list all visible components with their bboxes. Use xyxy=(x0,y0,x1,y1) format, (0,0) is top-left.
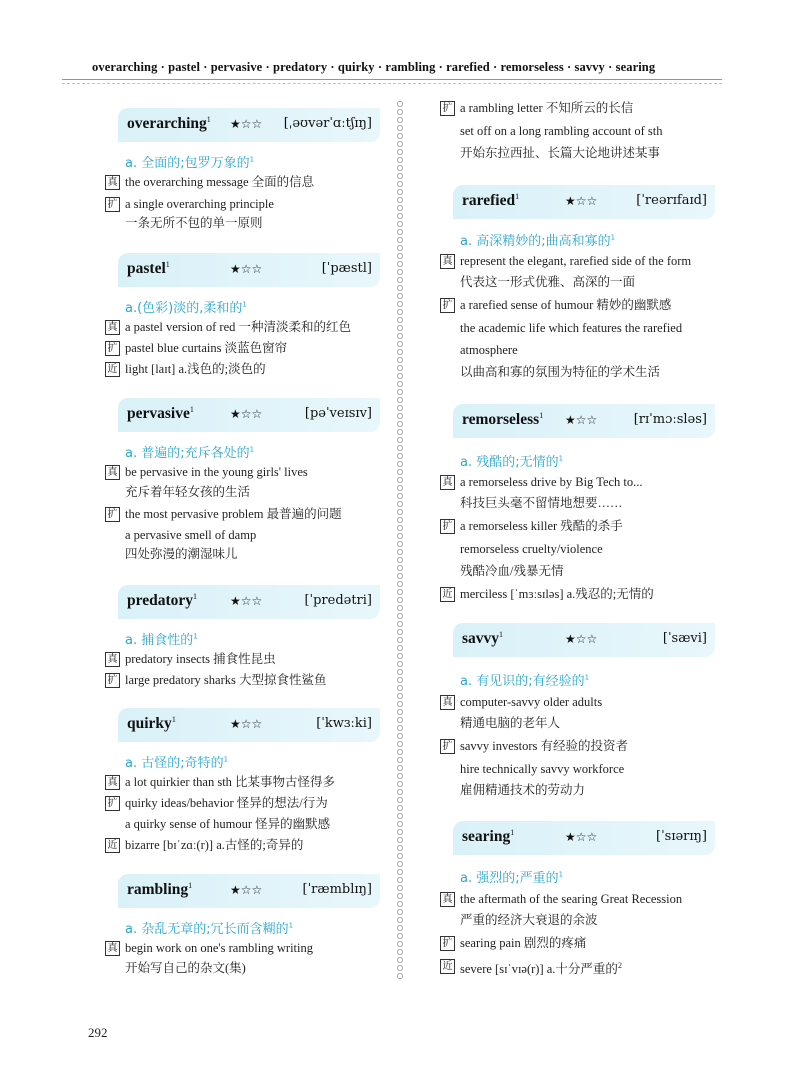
badge-kuo: 扩 xyxy=(440,101,455,116)
example: begin work on one's rambling writing xyxy=(125,941,313,955)
frequency-stars: ★☆☆ xyxy=(230,262,263,276)
badge-kuo: 扩 xyxy=(440,298,455,313)
badge-jin: 近 xyxy=(440,587,455,602)
column-divider xyxy=(394,100,406,980)
entry-header-searing xyxy=(453,821,715,855)
example: a remorseless killer 残酷的杀手 xyxy=(460,519,623,533)
badge-kuo: 扩 xyxy=(105,507,120,522)
headword: searing$^1$ xyxy=(462,828,515,846)
entry-header-remorseless xyxy=(453,404,715,438)
frequency-stars: ★☆☆ xyxy=(565,194,598,208)
example: a single overarching principle xyxy=(125,197,274,211)
definition: a. 普遍的;充斥各处的$^1$ xyxy=(125,445,255,461)
example-translation: 精通电脑的老年人 xyxy=(460,716,561,730)
pronunciation: [rɪˈmɔːsləs] xyxy=(633,412,707,427)
example-translation: 严重的经济大衰退的余波 xyxy=(460,913,598,927)
synonym: severe [sɪˈvɪə(r)] a.十分严重的$^2$ xyxy=(460,961,622,977)
example: a pastel version of red 一种清淡柔和的红色 xyxy=(125,320,352,334)
badge-jin: 近 xyxy=(105,838,120,853)
header-rule-dashed xyxy=(62,83,722,84)
entry-header-rarefied xyxy=(453,185,715,219)
example: a remorseless drive by Big Tech to... xyxy=(460,475,643,489)
badge-zhen: 真 xyxy=(105,465,120,480)
example: atmosphere xyxy=(460,343,518,357)
badge-zhen: 真 xyxy=(440,475,455,490)
pronunciation: [pəˈveɪsɪv] xyxy=(304,406,372,421)
entry-header-savvy xyxy=(453,623,715,657)
badge-zhen: 真 xyxy=(105,652,120,667)
synonym: merciless [ˈmɜːsɪləs] a.残忍的;无情的 xyxy=(460,587,654,601)
frequency-stars: ★☆☆ xyxy=(565,632,598,646)
badge-kuo: 扩 xyxy=(440,519,455,534)
pronunciation: [ˈsævi] xyxy=(662,631,707,646)
definition: a. 强烈的;严重的$^1$ xyxy=(460,870,564,886)
example: pastel blue curtains 淡蓝色窗帘 xyxy=(125,341,288,355)
badge-kuo: 扩 xyxy=(105,341,120,356)
example: a pervasive smell of damp xyxy=(125,528,257,542)
badge-kuo: 扩 xyxy=(440,739,455,754)
example: computer-savvy older adults xyxy=(460,695,603,709)
definition: a. 古怪的;奇特的$^1$ xyxy=(125,755,229,771)
definition: a. 残酷的;无情的$^1$ xyxy=(460,454,564,470)
headword: predatory$^1$ xyxy=(127,592,198,610)
badge-kuo: 扩 xyxy=(105,197,120,212)
entry-header-predatory xyxy=(118,585,380,619)
pronunciation: [ˈræmblɪŋ] xyxy=(302,882,372,897)
definition: a. 捕食性的$^1$ xyxy=(125,632,198,648)
headword: savvy$^1$ xyxy=(462,630,504,648)
running-header: overarching · pastel · pervasive · predatory · quirky · rambling · rarefied · remorseless · savvy · searing xyxy=(92,60,656,74)
badge-zhen: 真 xyxy=(440,892,455,907)
example: be pervasive in the young girls' lives xyxy=(125,465,308,479)
entry-header-quirky xyxy=(118,708,380,742)
example: predatory insects 捕食性昆虫 xyxy=(125,652,276,666)
frequency-stars: ★☆☆ xyxy=(230,407,263,421)
example: savvy investors 有经验的投资者 xyxy=(460,739,629,753)
example-translation: 以曲高和寡的氛围为特征的学术生活 xyxy=(460,365,661,379)
badge-kuo: 扩 xyxy=(105,796,120,811)
badge-zhen: 真 xyxy=(105,320,120,335)
example: the academic life which features the rarefied xyxy=(460,321,683,335)
example: large predatory sharks 大型掠食性鲨鱼 xyxy=(125,673,327,687)
example: hire technically savvy workforce xyxy=(460,762,625,776)
headword: remorseless$^1$ xyxy=(462,411,544,429)
headword: pervasive$^1$ xyxy=(127,405,194,423)
badge-zhen: 真 xyxy=(105,941,120,956)
example: quirky ideas/behavior 怪异的想法/行为 xyxy=(125,796,328,810)
example-translation: 雇佣精通技术的劳动力 xyxy=(460,783,586,797)
example: a rarefied sense of humour 精妙的幽默感 xyxy=(460,298,672,312)
synonym: bizarre [bɪˈzɑː(r)] a.古怪的;奇异的 xyxy=(125,838,304,852)
pronunciation: [ˈkwɜːki] xyxy=(316,716,372,731)
example-translation: 开始写自己的杂文(集) xyxy=(125,961,246,975)
entry-header-overarching xyxy=(118,108,380,142)
pronunciation: [ˈpæstl] xyxy=(321,261,372,276)
example: set off on a long rambling account of sth xyxy=(460,124,663,138)
frequency-stars: ★☆☆ xyxy=(230,594,263,608)
definition: a. 有见识的;有经验的$^1$ xyxy=(460,673,590,689)
frequency-stars: ★☆☆ xyxy=(565,830,598,844)
example-translation: 四处弥漫的潮湿味儿 xyxy=(125,547,238,561)
definition: a. 全面的;包罗万象的$^1$ xyxy=(125,155,255,171)
synonym: light [laɪt] a.浅色的;淡色的 xyxy=(125,362,266,376)
frequency-stars: ★☆☆ xyxy=(230,117,263,131)
page-number: 292 xyxy=(88,1025,108,1040)
badge-kuo: 扩 xyxy=(440,936,455,951)
example-translation: 一条无所不包的单一原则 xyxy=(125,216,263,230)
badge-zhen: 真 xyxy=(440,254,455,269)
pronunciation: [ˈpredətri] xyxy=(304,593,372,608)
pronunciation: [ˌəʊvərˈɑːtʃɪŋ] xyxy=(283,116,372,131)
example: the overarching message 全面的信息 xyxy=(125,175,315,189)
example: a quirky sense of humour 怪异的幽默感 xyxy=(125,817,331,831)
example: the aftermath of the searing Great Recession xyxy=(460,892,683,906)
frequency-stars: ★☆☆ xyxy=(230,883,263,897)
example: searing pain 剧烈的疼痛 xyxy=(460,936,587,950)
example-translation: 代表这一形式优雅、高深的一面 xyxy=(460,275,636,289)
badge-jin: 近 xyxy=(105,362,120,377)
example: represent the elegant, rarefied side of the form xyxy=(460,254,692,268)
entry-header-rambling xyxy=(118,874,380,908)
definition: a. 高深精妙的;曲高和寡的$^1$ xyxy=(460,233,616,249)
badge-zhen: 真 xyxy=(105,175,120,190)
definition: a. 杂乱无章的;冗长而含糊的$^1$ xyxy=(125,921,294,937)
example-translation: 残酷冷血/残暴无情 xyxy=(460,564,564,578)
badge-jin: 近 xyxy=(440,959,455,974)
entry-header-pervasive xyxy=(118,398,380,432)
header-rule xyxy=(62,79,722,80)
example-translation: 开始东拉西扯、长篇大论地讲述某事 xyxy=(460,146,661,160)
example-translation: 科技巨头毫不留情地想要…… xyxy=(460,496,623,510)
frequency-stars: ★☆☆ xyxy=(230,717,263,731)
example: remorseless cruelty/violence xyxy=(460,542,603,556)
headword: pastel$^1$ xyxy=(127,260,170,278)
headword: overarching$^1$ xyxy=(127,115,211,133)
pronunciation: [ˈsɪərɪŋ] xyxy=(656,829,707,844)
definition: a.(色彩)淡的,柔和的$^1$ xyxy=(125,300,247,316)
headword: quirky$^1$ xyxy=(127,715,176,733)
headword: rarefied$^1$ xyxy=(462,192,520,210)
example-translation: 充斥着年轻女孩的生活 xyxy=(125,485,251,499)
headword: rambling$^1$ xyxy=(127,881,193,899)
entry-header-pastel xyxy=(118,253,380,287)
badge-zhen: 真 xyxy=(440,695,455,710)
example: a rambling letter 不知所云的长信 xyxy=(460,101,634,115)
pronunciation: [ˈreərɪfaɪd] xyxy=(636,193,707,208)
example: a lot quirkier than sth 比某事物古怪得多 xyxy=(125,775,336,789)
badge-zhen: 真 xyxy=(105,775,120,790)
badge-kuo: 扩 xyxy=(105,673,120,688)
frequency-stars: ★☆☆ xyxy=(565,413,598,427)
example: the most pervasive problem 最普遍的问题 xyxy=(125,507,342,521)
